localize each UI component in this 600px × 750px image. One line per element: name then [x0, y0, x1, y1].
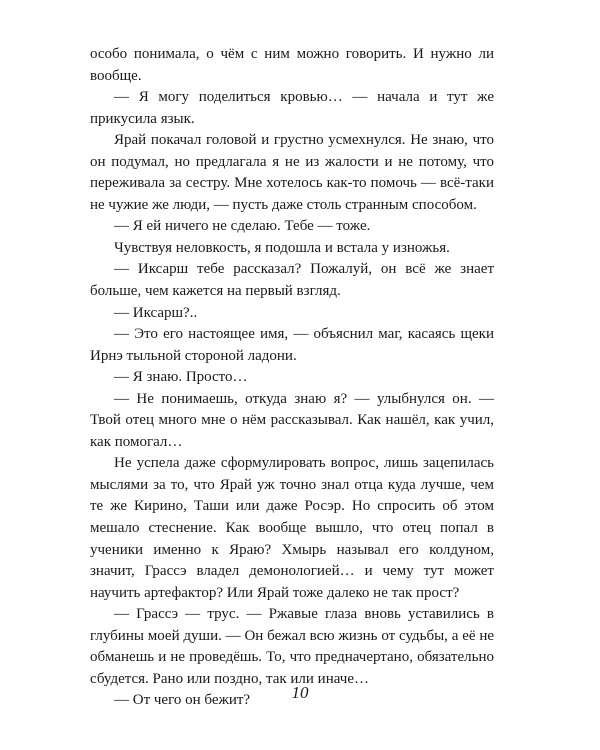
paragraph: Чувствуя неловкость, я подошла и встала у изножья.: [114, 239, 450, 256]
paragraph: — Грассэ — трус. — Ржавые глаза вновь уставились в глубины моей души. — Он бежал всю жизнь от судьбы, а её не обманешь и не проведёшь. То, что предначертано, обязательно сбудется. Рано или поздно, так или иначе…: [90, 606, 494, 687]
paragraph: — Не понимаешь, откуда знаю я? — улыбнулся он. — Твой отец много мне о нём рассказывал. Как нашёл, как учил, как помогал…: [90, 390, 494, 450]
paragraph: — Я ей ничего не сделаю. Тебе — тоже.: [114, 218, 371, 235]
paragraph: — От чего он бежит?: [114, 692, 251, 709]
page-text-block: [90, 44, 494, 712]
paragraph: — Иксарш тебе рассказал? Пожалуй, он всё же знает больше, чем кажется на первый взгляд.: [90, 261, 494, 300]
paragraph: особо понимала, о чём с ним можно говорить. И нужно ли вообще.: [90, 46, 494, 84]
paragraph: — Я знаю. Просто…: [114, 369, 248, 386]
page-number: 10: [291, 683, 309, 702]
paragraph: Ярай покачал головой и грустно усмехнулся. Не знаю, что он подумал, но предлагала я не из жалости и не потому, что переживала за сестру. Мне хотелось как-то помочь — всё-таки не чужие же люди, — пусть даже столь странным способом.: [90, 132, 494, 213]
paragraph: — Это его настоящее имя, — объяснил маг, касаясь щеки Ирнэ тыльной стороной ладони.: [90, 326, 494, 364]
paragraph: Не успела даже сформулировать вопрос, лишь зацепилась мыслями за то, что Ярай уж точно знал отца куда лучше, чем те же Кирино, Таши или даже Росэр. Но спросить об этом мешало стеснение. Как вообще вышло, что отец попал в ученики именно к Яраю? Хмырь называл его колдуном, значит, Грассэ владел демонологией… и чему тут может научить артефактор? Или Ярай тоже далеко не так прост?: [90, 455, 494, 601]
paragraph: — Я могу поделиться кровью… — начала и тут же прикусила язык.: [90, 89, 494, 127]
paragraph: — Иксарш?..: [114, 304, 198, 321]
